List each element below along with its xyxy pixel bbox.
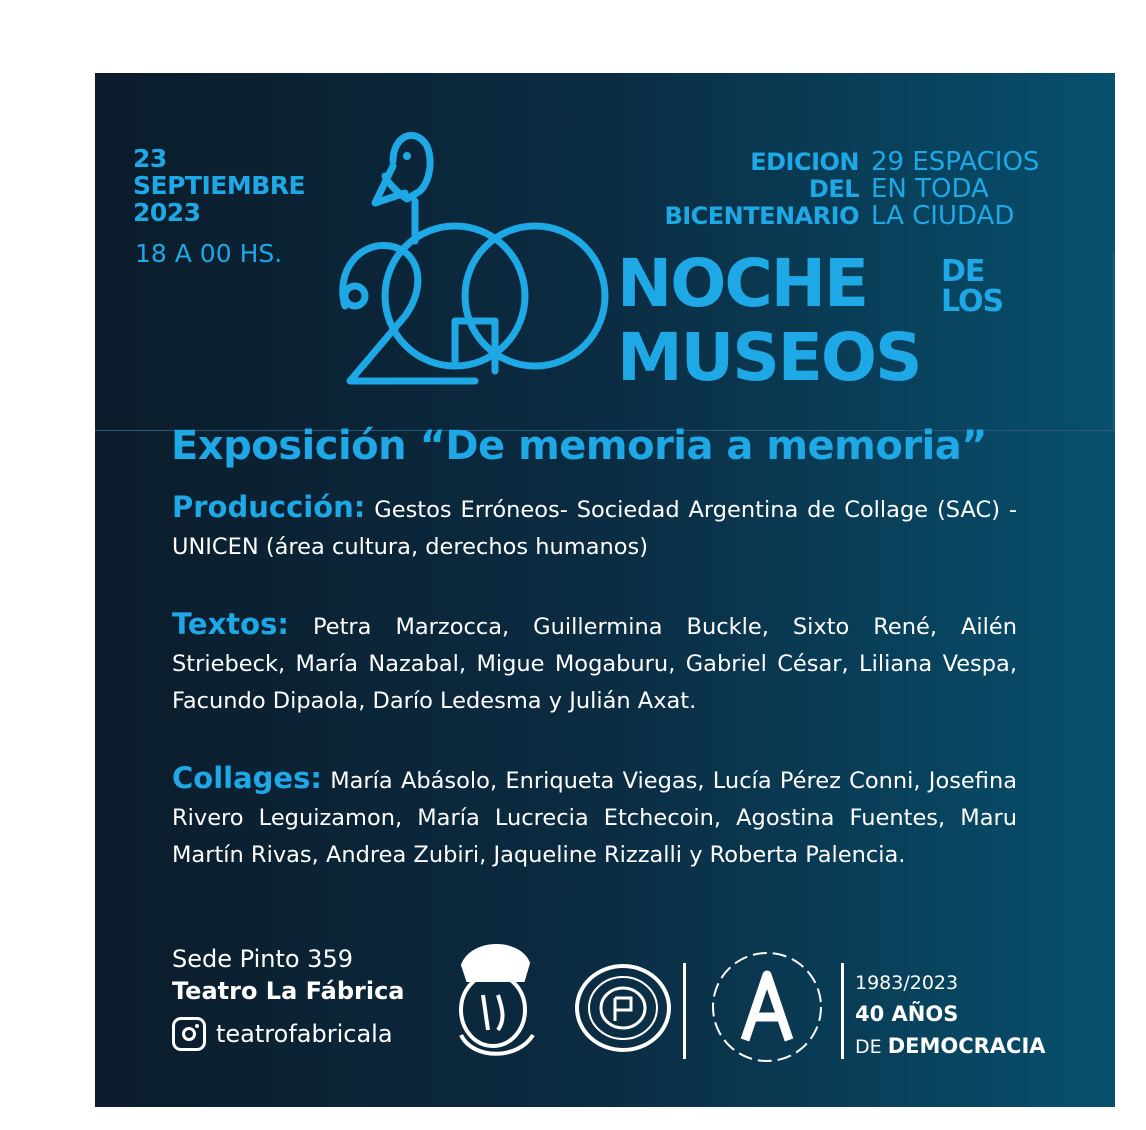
- produccion-text: Gestos Erróneos- Sociedad Argentina de Collage (SAC) - UNICEN (área cultura, derechos humanos): [172, 497, 1017, 560]
- instagram-handle[interactable]: [172, 1017, 393, 1051]
- poster: [95, 73, 1115, 1107]
- logo-separator: [683, 963, 686, 1059]
- logo-separator: [841, 963, 844, 1059]
- venue-name: Teatro La Fábrica: [172, 977, 405, 1005]
- instagram-text: teatrofabricala: [216, 1020, 393, 1048]
- collages-text: María Abásolo, Enriqueta Viegas, Lucía Pérez Conni, Josefina Rivero Leguizamon, María Lucrecia Etchecoin, Agostina Fuentes, Maru Martín Rivas, Andrea Zubiri, Jaqueline Rizzalli y Roberta Palencia.: [172, 768, 1017, 868]
- event-de-los: DE LOS: [941, 254, 1004, 319]
- textos-text: Petra Marzocca, Guillermina Buckle, Sixto René, Ailén Striebeck, María Nazabal, Migue Mogaburu, Gabriel César, Liliana Vespa, Facundo Dipaola, Darío Ledesma y Julián Axat.: [172, 614, 1018, 714]
- democracia-badge: [855, 968, 1046, 1063]
- democracia-title: 40 AÑOS: [855, 1002, 959, 1026]
- textos-label: Textos:: [172, 607, 289, 641]
- divider-vertical: [1113, 251, 1114, 431]
- venue-address: Sede Pinto 359: [172, 945, 353, 973]
- instagram-icon: [172, 1017, 206, 1051]
- bicentenario-200-logo: [315, 121, 615, 391]
- textos-paragraph: [172, 606, 1017, 720]
- produccion-paragraph: [172, 489, 1017, 566]
- collages-label: Collages:: [172, 761, 322, 795]
- la-fabrica-logo: [443, 935, 545, 1065]
- democracia-years: 1983/2023: [855, 972, 959, 994]
- espacios-text: 29 ESPACIOS EN TODA LA CIUDAD: [871, 147, 1040, 231]
- event-hours: 18 A 00 HS.: [135, 239, 283, 268]
- unicen-seal-logo: [573, 963, 673, 1053]
- facultad-de-arte-logo: [705, 945, 829, 1069]
- event-museos: MUSEOS: [617, 319, 921, 396]
- collages-paragraph: [172, 760, 1017, 874]
- event-noche: NOCHE: [617, 245, 868, 322]
- produccion-label: Producción:: [172, 490, 366, 524]
- democracia-text: DE DEMOCRACIA: [855, 1034, 1046, 1058]
- venue-info: [172, 943, 405, 1007]
- exhibition-title: Exposición “De memoria a memoria”: [171, 423, 988, 469]
- edicion-bicentenario: EDICION DEL BICENTENARIO: [664, 148, 859, 230]
- event-date: 23 SEPTIEMBRE 2023: [133, 144, 306, 227]
